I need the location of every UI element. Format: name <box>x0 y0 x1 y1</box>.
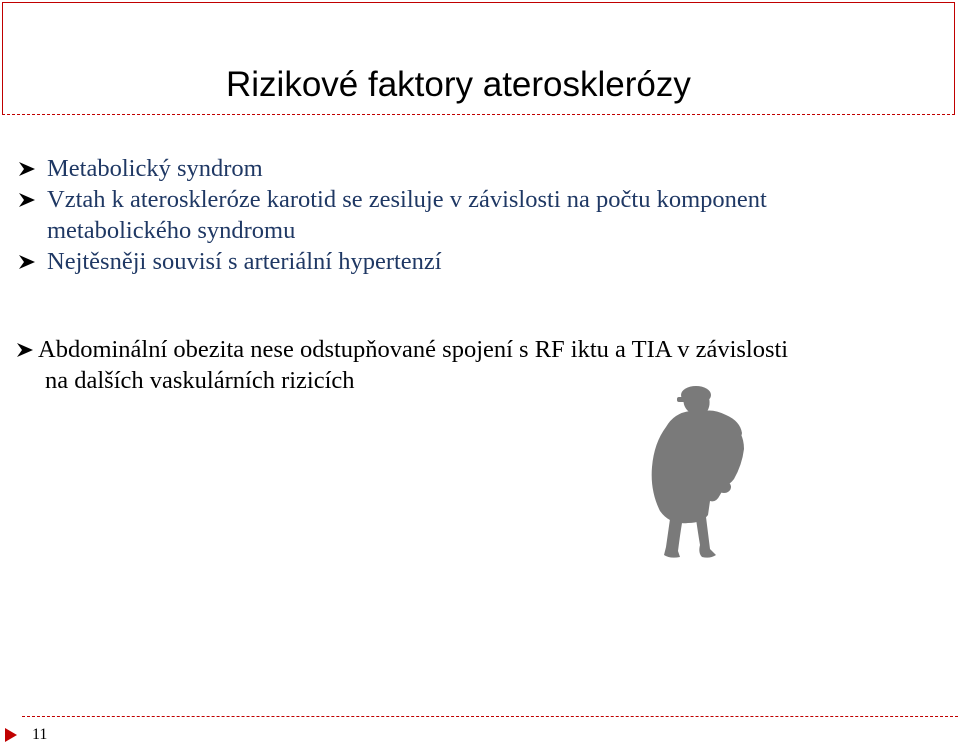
bullet-item <box>16 153 767 184</box>
obese-man-silhouette-image <box>644 383 754 561</box>
arrowhead-bullet-icon <box>16 342 34 358</box>
bullet-text: na dalších vaskulárních rizicích <box>45 367 355 394</box>
bullet-text: Vztah k ateroskleróze karotid se zesiluje v závislosti na počtu komponent <box>47 186 767 213</box>
bullet-text: Nejtěsněji souvisí s arteriální hypertenzí <box>47 248 442 275</box>
page-number: 11 <box>32 726 48 743</box>
bullet-text: metabolického syndromu <box>47 217 296 244</box>
bullet-continuation <box>16 215 767 246</box>
arrowhead-bullet-icon <box>18 192 36 208</box>
red-triangle-icon <box>4 727 18 743</box>
arrowhead-bullet-icon <box>18 254 36 270</box>
bullet-text: Abdominální obezita nese odstupňované spojení s RF iktu a TIA v závislosti <box>38 336 789 363</box>
bullet-text: Metabolický syndrom <box>47 155 263 182</box>
footer-divider <box>22 716 958 717</box>
bullet-item <box>16 184 767 215</box>
arrowhead-bullet-icon <box>18 161 36 177</box>
bullet-item <box>16 246 767 277</box>
bullet-item <box>16 334 788 365</box>
bullet-list <box>16 153 767 277</box>
slide-title: Rizikové faktory aterosklerózy <box>226 65 691 104</box>
